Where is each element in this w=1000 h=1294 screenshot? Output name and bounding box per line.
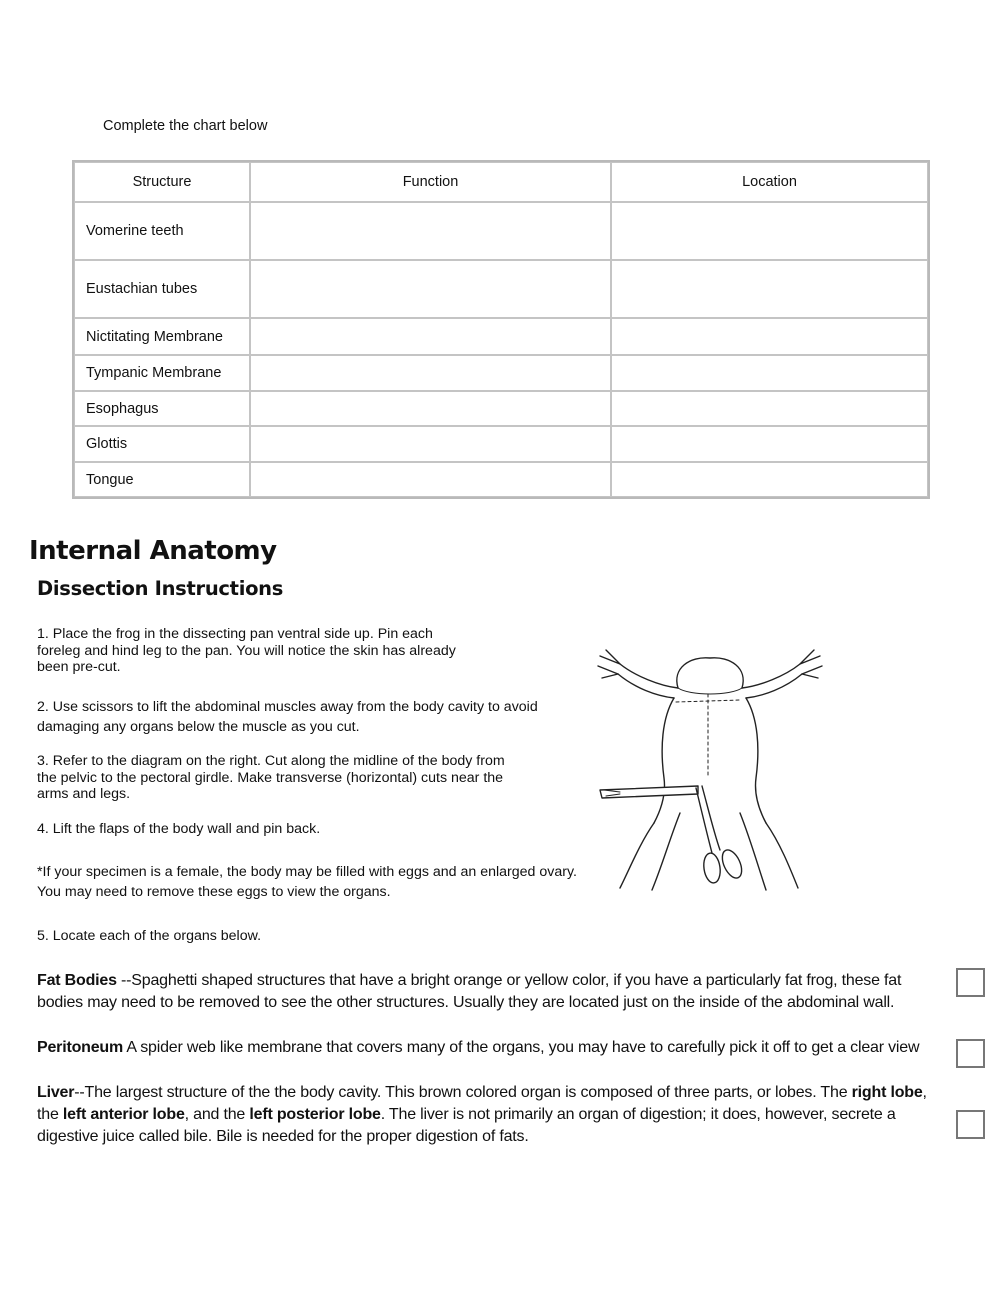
organ-description: , and the [184, 1106, 250, 1123]
table-row [74, 202, 928, 260]
structure-chart [72, 160, 930, 499]
fat-bodies-checkbox[interactable] [956, 968, 985, 997]
organ-name: Peritoneum [37, 1039, 124, 1056]
organ-peritoneum [37, 1037, 947, 1059]
section-title: Internal Anatomy [29, 536, 277, 566]
structure-cell: Tongue [74, 462, 250, 497]
function-cell[interactable] [250, 318, 611, 355]
table-row [74, 462, 928, 497]
peritoneum-checkbox[interactable] [956, 1039, 985, 1068]
instruction-step-2: 2. Use scissors to lift the abdominal muscles away from the body cavity to avoid damaging any organs below the muscle as you cut. [37, 699, 538, 735]
location-cell[interactable] [611, 355, 928, 391]
chart-header-row [74, 162, 928, 202]
structure-cell: Esophagus [74, 391, 250, 426]
structure-cell: Tympanic Membrane [74, 355, 250, 391]
function-cell[interactable] [250, 426, 611, 462]
function-cell[interactable] [250, 260, 611, 318]
organ-description: A spider web like membrane that covers many of the organs, you may have to carefully pick it off to get a clear view [123, 1039, 920, 1056]
function-cell[interactable] [250, 202, 611, 260]
frog-dissection-diagram [590, 638, 830, 893]
organ-fat-bodies [37, 970, 937, 1014]
location-cell[interactable] [611, 426, 928, 462]
table-row [74, 426, 928, 462]
function-cell[interactable] [250, 391, 611, 426]
liver-left-posterior-lobe: left posterior lobe [249, 1106, 381, 1123]
liver-left-anterior-lobe: left anterior lobe [62, 1106, 185, 1123]
structure-cell: Glottis [74, 426, 250, 462]
organ-name: Fat Bodies [37, 972, 117, 989]
organ-description: --Spaghetti shaped structures that have a bright orange or yellow color, if you have a particularly fat frog, these fat bodies may need to be removed to see the other structures. Usually they are located just on the inside of the abdominal wall. [37, 972, 902, 1011]
instruction-step-4: 4. Lift the flaps of the body wall and pin back. [37, 821, 321, 837]
location-cell[interactable] [611, 462, 928, 497]
organ-liver [37, 1082, 937, 1148]
table-row [74, 355, 928, 391]
location-cell[interactable] [611, 202, 928, 260]
instruction-step-1: 1. Place the frog in the dissecting pan ventral side up. Pin each foreleg and hind leg to the pan. You will notice the skin has already been pre-cut. [37, 626, 456, 675]
table-row [74, 318, 928, 355]
liver-checkbox[interactable] [956, 1110, 985, 1139]
female-specimen-note: *If your specimen is a female, the body may be filled with eggs and an enlarged ovary. You may need to remove these eggs to view the organs. [37, 864, 577, 900]
function-cell[interactable] [250, 355, 611, 391]
instruction-step-3: 3. Refer to the diagram on the right. Cut along the midline of the body from the pelvic to the pectoral girdle. Make transverse (horizontal) cuts near the arms and legs. [37, 753, 505, 802]
structure-cell: Vomerine teeth [74, 202, 250, 260]
location-cell[interactable] [611, 318, 928, 355]
structure-cell: Nictitating Membrane [74, 318, 250, 355]
liver-right-lobe: right lobe [851, 1084, 923, 1101]
table-row [74, 391, 928, 426]
organ-description: . The liver is not primarily an organ of digestion; it does, however, secrete a digestive juice called bile. Bile is needed for the proper digestion of fats. [37, 1106, 896, 1145]
location-cell[interactable] [611, 260, 928, 318]
header-structure: Structure [74, 162, 250, 202]
table-row [74, 260, 928, 318]
organ-description: , the [37, 1084, 927, 1123]
header-function: Function [250, 162, 611, 202]
header-location: Location [611, 162, 928, 202]
structure-cell: Eustachian tubes [74, 260, 250, 318]
section-subtitle: Dissection Instructions [37, 577, 284, 600]
organ-description: --The largest structure of the the body cavity. This brown colored organ is composed of three parts, or lobes. The [74, 1084, 852, 1101]
chart-instruction: Complete the chart below [103, 118, 268, 134]
organ-name: Liver [37, 1084, 75, 1101]
function-cell[interactable] [250, 462, 611, 497]
instruction-step-5: 5. Locate each of the organs below. [37, 928, 262, 944]
location-cell[interactable] [611, 391, 928, 426]
